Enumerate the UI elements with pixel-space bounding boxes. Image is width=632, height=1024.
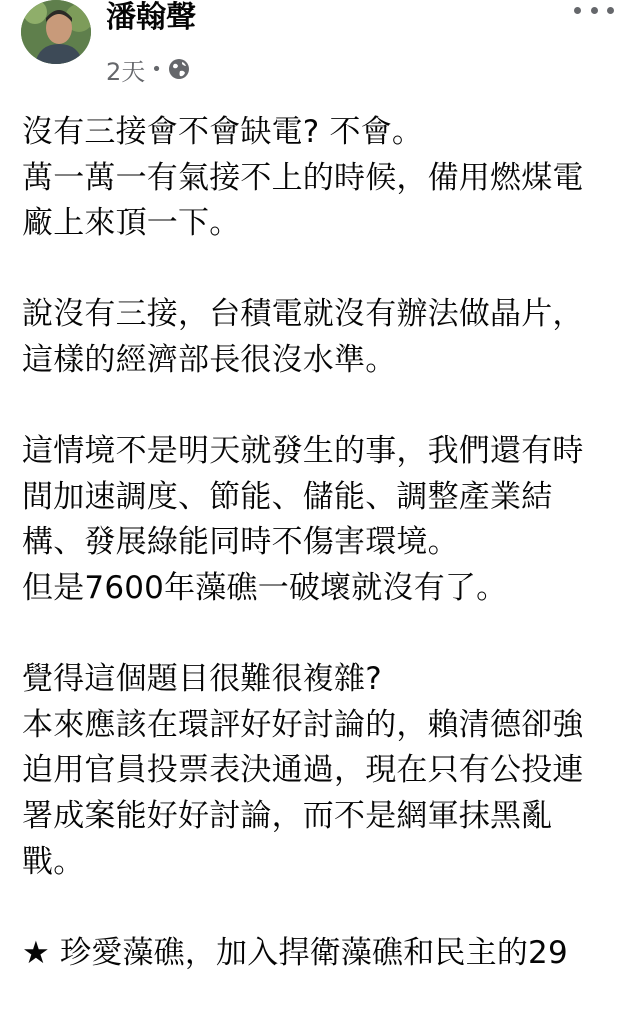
post-text-line: 沒有三接會不會缺電? 不會。: [22, 114, 424, 150]
meta-separator: •: [151, 58, 162, 80]
post-text-line: 署成案能好好討論，而不是網軍抹黑亂: [22, 797, 553, 834]
globe-icon[interactable]: [168, 58, 190, 80]
post-body: [22, 110, 622, 1022]
post-text-line: 但是7600年藻礁一破壞就沒有了。: [22, 569, 508, 606]
post-text-line: 迫用官員投票表決通過，現在只有公投連: [22, 752, 584, 789]
post-text-line: 間加速調度、節能、儲能、調整產業結: [22, 478, 553, 515]
post-text-line: 萬一萬一有氣接不上的時候，備用燃煤電: [22, 159, 584, 196]
post-text-line: 構、發展綠能同時不傷害環境。: [22, 524, 459, 561]
avatar[interactable]: [21, 0, 91, 64]
post-paragraph: [22, 657, 622, 885]
post-text-line: 廠上來頂一下。: [22, 205, 241, 242]
post-header: [0, 0, 632, 100]
post-text-line: 這樣的經濟部長很沒水準。: [22, 341, 397, 378]
post-text-line: 這情境不是明天就發生的事，我們還有時: [22, 433, 584, 470]
post-paragraph: [22, 110, 622, 247]
post-text-line: ★ 珍愛藻礁，加入捍衛藻礁和民主的29: [22, 934, 568, 971]
post-paragraph: [22, 292, 622, 383]
post-text-line: 戰。: [22, 843, 85, 880]
post-paragraph: [22, 931, 622, 977]
more-dot: [574, 7, 581, 14]
post-text-line: 覺得這個題目很難很複雜?: [22, 661, 382, 698]
avatar-image: [21, 0, 91, 64]
more-dot: [607, 7, 614, 14]
post-paragraph: [22, 429, 622, 611]
post-timestamp[interactable]: 2天: [106, 57, 146, 86]
post-text-line: 說沒有三接，台積電就沒有辦法做晶片，: [22, 296, 584, 333]
post-text-line: 本來應該在環評好好討論的，賴清德卻強: [22, 706, 584, 743]
more-options-icon[interactable]: [574, 0, 614, 20]
more-dot: [591, 7, 598, 14]
author-name[interactable]: 潘翰聲: [106, 0, 196, 35]
post-meta: [106, 52, 190, 86]
